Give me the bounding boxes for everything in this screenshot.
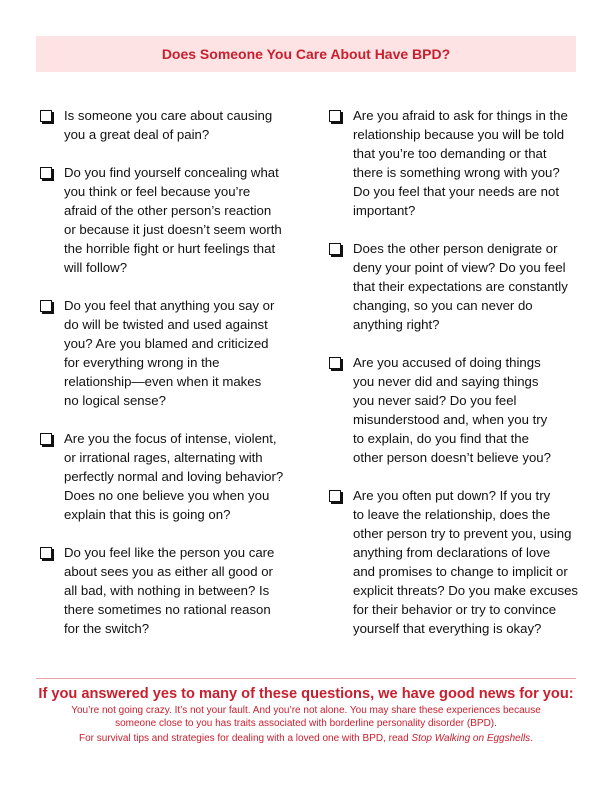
question-item <box>329 486 587 638</box>
page-title: Does Someone You Care About Have BPD? <box>161 46 451 62</box>
checkbox[interactable] <box>40 547 52 559</box>
tips-prefix: For survival tips and strategies for dealing with a loved one with BPD, read <box>79 733 412 744</box>
checkbox[interactable] <box>329 357 341 369</box>
checkbox[interactable] <box>329 243 341 255</box>
checkbox[interactable] <box>40 300 52 312</box>
question-item <box>329 106 587 220</box>
question-item <box>40 429 302 524</box>
footer-tips <box>36 732 576 745</box>
footer-headline: If you answered yes to many of these questions, we have good news for you: <box>38 686 574 702</box>
footer-divider <box>36 678 576 679</box>
question-item <box>40 163 302 277</box>
question-text: Is someone you care about causing you a great deal of pain? <box>64 108 273 142</box>
question-item <box>329 353 587 467</box>
question-text: Does the other person denigrate or deny your point of view? Do you feel that their expectations are constantly changing, so you can never do anything right? <box>353 241 568 332</box>
question-text: Are you the focus of intense, violent, or irrational rages, alternating with perfectly normal and loving behavior? Does no one believe you when you explain that this is going on? <box>64 431 284 522</box>
question-text: Are you often put down? If you try to leave the relationship, does the other person try to prevent you, using anything from declarations of love and promises to change to implicit or explicit threats? Do you make excuses for their behavior or try to convince yourself that everything is okay? <box>353 488 579 636</box>
question-item <box>329 239 587 334</box>
book-title: Stop Walking on Eggshells <box>411 733 531 744</box>
checkbox[interactable] <box>329 110 341 122</box>
question-item <box>40 106 302 144</box>
right-question-column <box>329 106 587 657</box>
question-item <box>40 296 302 410</box>
question-item <box>40 543 302 638</box>
question-text: Do you feel that anything you say or do will be twisted and used against you? Are you blamed and criticized for everything wrong in the relationship—even when it makes no logical sense? <box>64 298 275 408</box>
checkbox[interactable] <box>40 110 52 122</box>
checkbox[interactable] <box>40 433 52 445</box>
tips-suffix: . <box>530 733 533 744</box>
title-banner <box>36 36 576 72</box>
question-text: Do you feel like the person you care about sees you as either all good or all bad, with nothing in between? Is there sometimes no rational reason for the switch? <box>64 545 275 636</box>
footer <box>36 684 576 745</box>
left-question-column <box>40 106 302 657</box>
question-text: Do you find yourself concealing what you think or feel because you’re afraid of the other person’s reaction or because it just doesn’t seem worth the horrible fight or hurt feelings that will follow? <box>64 165 282 275</box>
checkbox[interactable] <box>40 167 52 179</box>
footer-line-2: someone close to you has traits associated with borderline personality disorder (BPD). <box>115 718 497 729</box>
checkbox[interactable] <box>329 490 341 502</box>
question-text: Are you accused of doing things you never did and saying things you never said? Do you feel misunderstood and, when you try to explain, do you find that the other person doesn’t believe you? <box>353 355 551 465</box>
footer-line-1: You’re not going crazy. It’s not your fault. And you’re not alone. You may share these experiences because <box>71 705 541 716</box>
question-text: Are you afraid to ask for things in the relationship because you will be told that you’re too demanding or that there is something wrong with you? Do you feel that your needs are not important? <box>353 108 568 218</box>
